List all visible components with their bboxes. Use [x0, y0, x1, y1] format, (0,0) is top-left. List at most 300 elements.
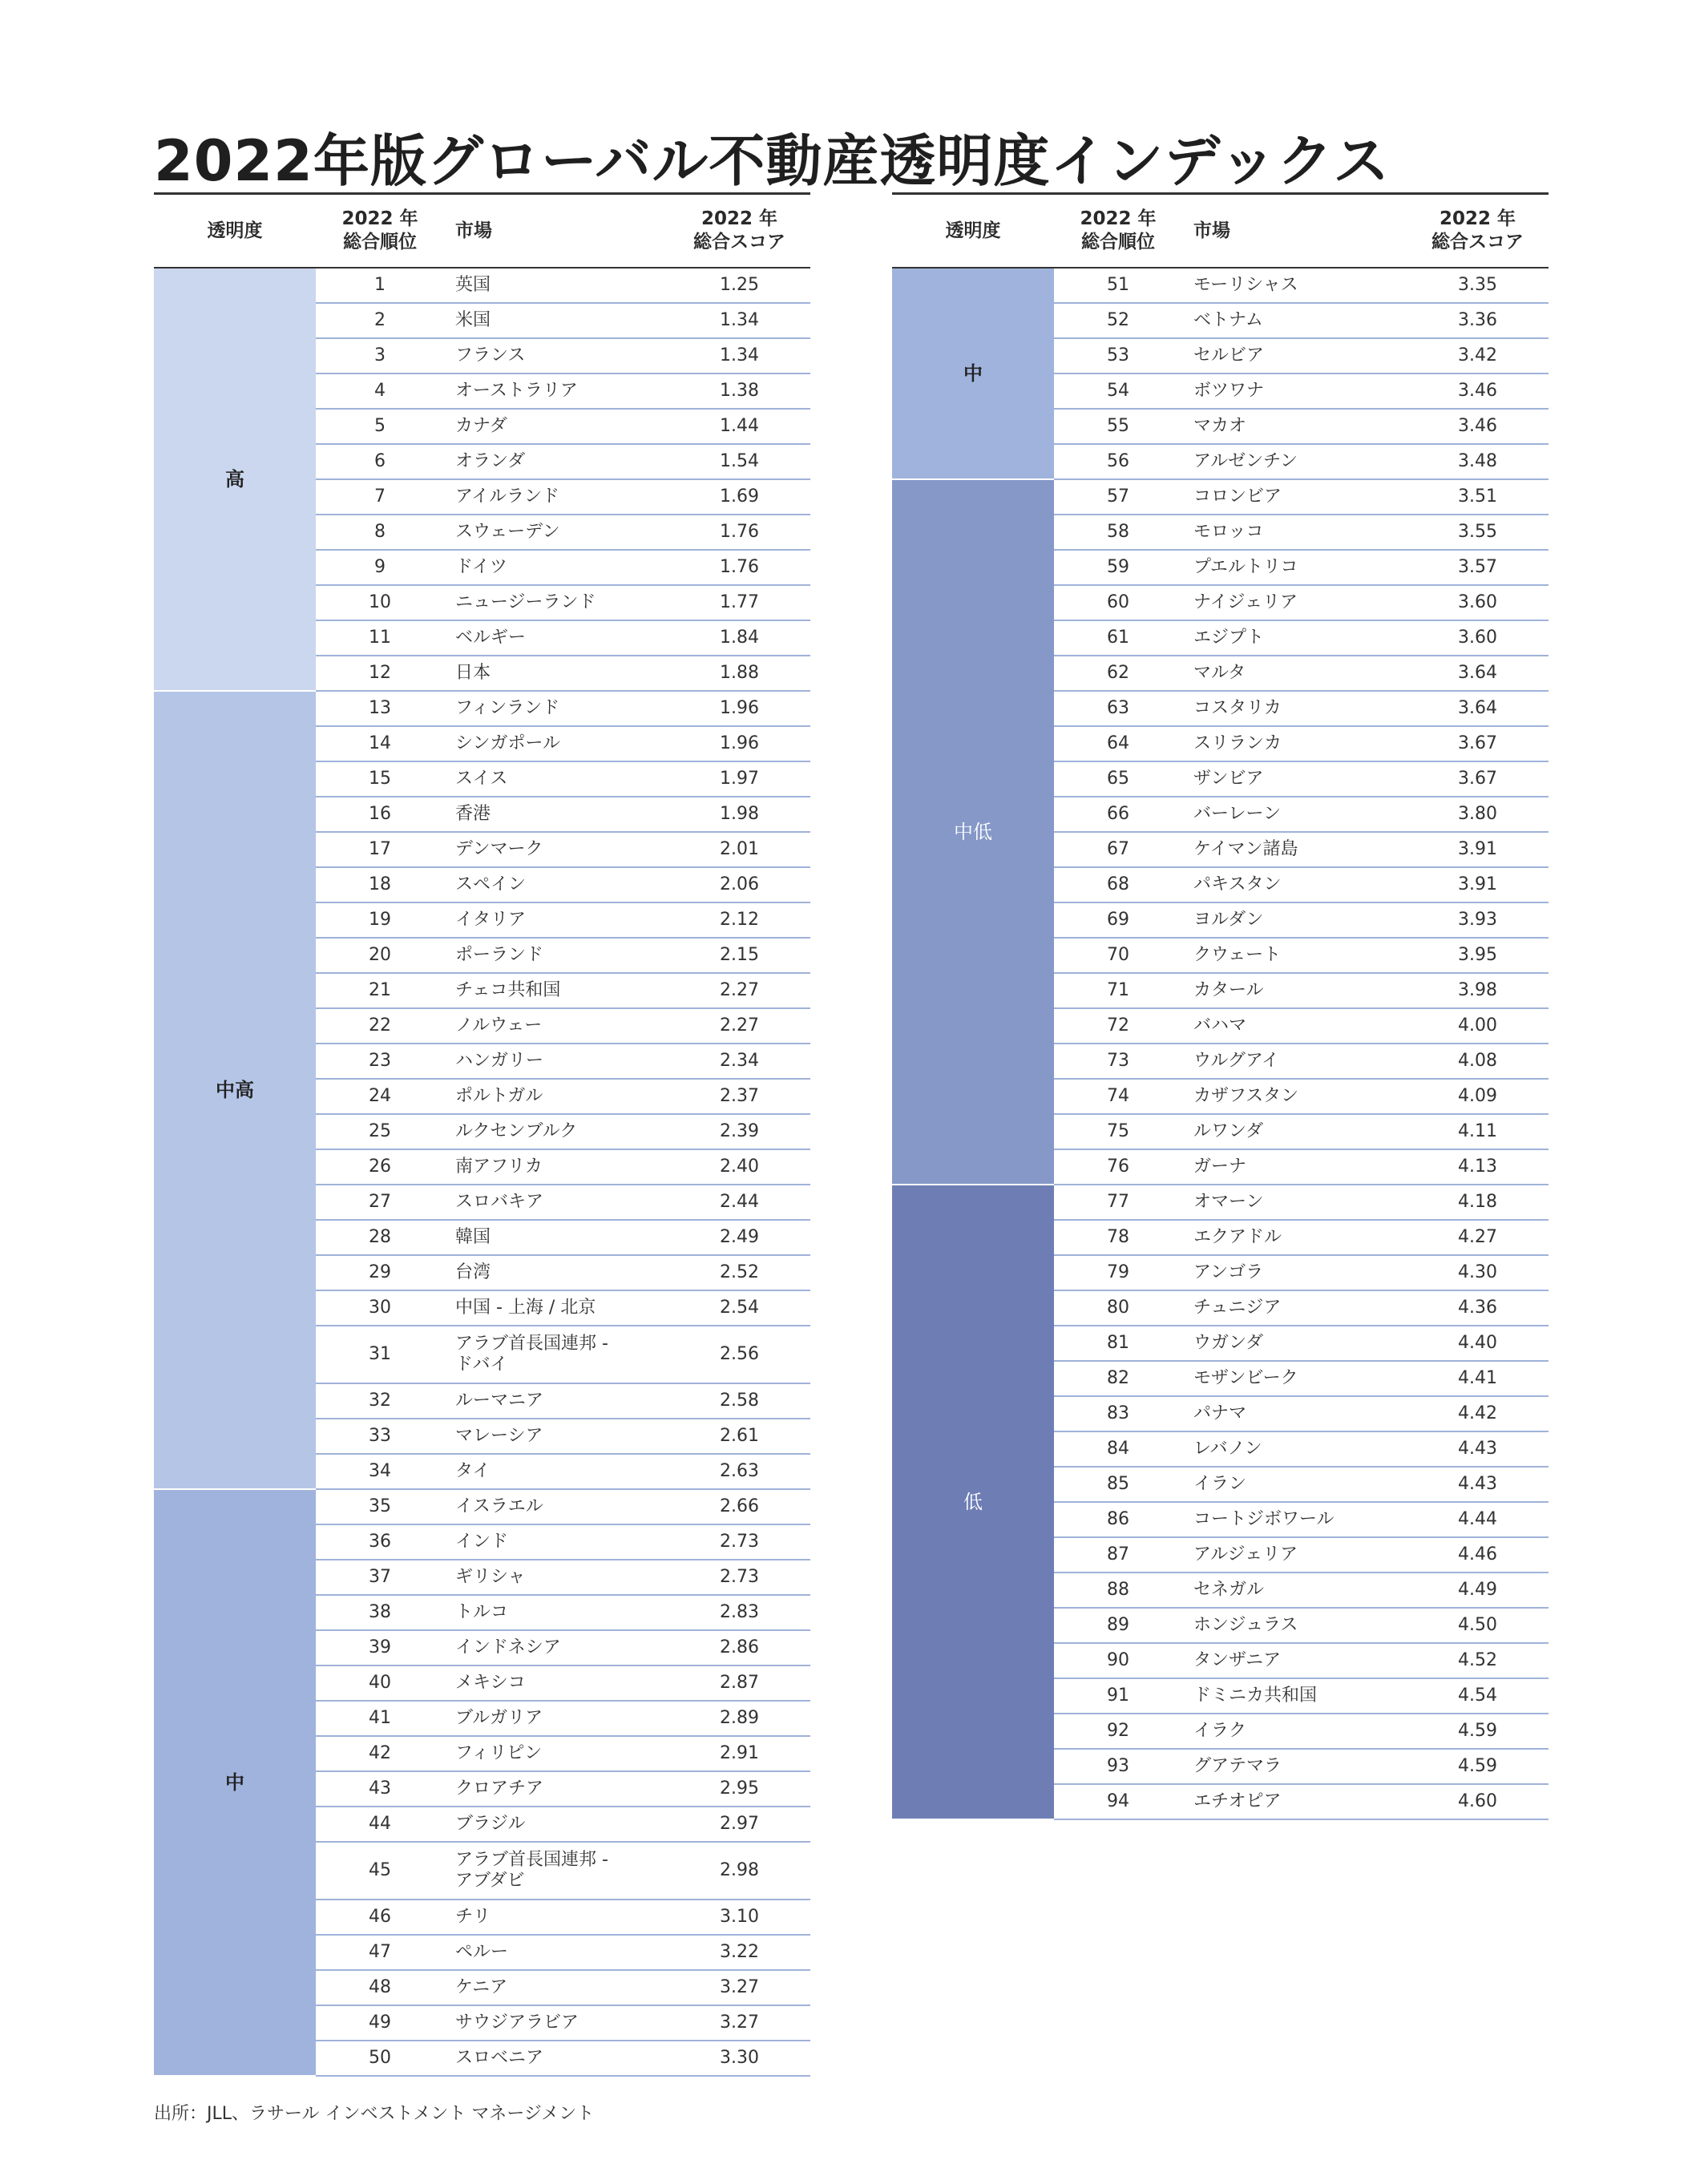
rank-cell: 63: [1054, 691, 1182, 726]
score-cell: 2.91: [668, 1736, 810, 1771]
market-cell: イタリア: [444, 902, 668, 938]
rank-cell: 66: [1054, 797, 1182, 832]
market-cell: コロンビア: [1182, 479, 1407, 515]
rank-cell: 33: [316, 1419, 444, 1454]
score-cell: 3.95: [1407, 938, 1549, 973]
market-cell: ノルウェー: [444, 1008, 668, 1044]
rank-cell: 91: [1054, 1678, 1182, 1714]
score-cell: 3.35: [1407, 268, 1549, 303]
rank-cell: 62: [1054, 656, 1182, 691]
rank-cell: 85: [1054, 1467, 1182, 1502]
score-cell: 2.66: [668, 1489, 810, 1524]
score-cell: 2.54: [668, 1290, 810, 1326]
market-cell: アンゴラ: [1182, 1255, 1407, 1290]
score-cell: 3.51: [1407, 479, 1549, 515]
table-row: [892, 268, 1549, 303]
rank-cell: 45: [316, 1842, 444, 1900]
rank-cell: 39: [316, 1630, 444, 1665]
score-cell: 1.96: [668, 726, 810, 761]
market-cell: イラン: [1182, 1467, 1407, 1502]
market-cell: アルジェリア: [1182, 1537, 1407, 1573]
market-cell: チェコ共和国: [444, 973, 668, 1008]
market-cell: スロベニア: [444, 2041, 668, 2076]
score-cell: 2.73: [668, 1524, 810, 1560]
score-cell: 2.06: [668, 867, 810, 902]
rank-cell: 88: [1054, 1573, 1182, 1608]
score-cell: 4.08: [1407, 1044, 1549, 1079]
score-cell: 1.76: [668, 550, 810, 585]
score-cell: 2.27: [668, 1008, 810, 1044]
rank-cell: 52: [1054, 303, 1182, 338]
score-cell: 3.67: [1407, 761, 1549, 797]
market-cell: マルタ: [1182, 656, 1407, 691]
score-cell: 2.39: [668, 1114, 810, 1149]
market-cell: インド: [444, 1524, 668, 1560]
market-cell: ルーマニア: [444, 1383, 668, 1419]
score-cell: 2.44: [668, 1185, 810, 1220]
market-cell: スイス: [444, 761, 668, 797]
score-cell: 3.91: [1407, 867, 1549, 902]
rank-cell: 61: [1054, 620, 1182, 656]
score-cell: 3.10: [668, 1900, 810, 1935]
rank-cell: 38: [316, 1595, 444, 1630]
market-cell: スペイン: [444, 867, 668, 902]
rank-cell: 14: [316, 726, 444, 761]
score-cell: 4.59: [1407, 1749, 1549, 1784]
score-cell: 2.73: [668, 1560, 810, 1595]
market-cell: モザンビーク: [1182, 1361, 1407, 1396]
rank-cell: 65: [1054, 761, 1182, 797]
score-cell: 1.69: [668, 479, 810, 515]
rank-cell: 37: [316, 1560, 444, 1595]
rank-cell: 79: [1054, 1255, 1182, 1290]
score-cell: 3.64: [1407, 691, 1549, 726]
rank-cell: 86: [1054, 1502, 1182, 1537]
tier-label-mid-high: 中高: [154, 691, 316, 1489]
rank-cell: 24: [316, 1079, 444, 1114]
header-tier: 透明度: [892, 194, 1054, 268]
score-cell: 4.41: [1407, 1361, 1549, 1396]
rank-cell: 21: [316, 973, 444, 1008]
rank-cell: 4: [316, 373, 444, 409]
header-score: 2022 年 総合スコア: [1407, 194, 1549, 268]
market-cell: オランダ: [444, 444, 668, 479]
score-cell: 2.95: [668, 1771, 810, 1807]
table-row: [154, 1489, 810, 1524]
score-cell: 1.44: [668, 409, 810, 444]
rank-cell: 2: [316, 303, 444, 338]
score-cell: 4.30: [1407, 1255, 1549, 1290]
rank-cell: 83: [1054, 1396, 1182, 1431]
market-cell: 米国: [444, 303, 668, 338]
score-cell: 3.27: [668, 2005, 810, 2041]
rank-cell: 42: [316, 1736, 444, 1771]
rank-cell: 3: [316, 338, 444, 373]
score-cell: 4.59: [1407, 1714, 1549, 1749]
market-cell: 中国 - 上海 / 北京: [444, 1290, 668, 1326]
market-cell: セネガル: [1182, 1573, 1407, 1608]
rank-cell: 44: [316, 1807, 444, 1842]
table-header-row: [892, 194, 1549, 268]
market-cell: スリランカ: [1182, 726, 1407, 761]
score-cell: 3.57: [1407, 550, 1549, 585]
rank-cell: 81: [1054, 1326, 1182, 1361]
market-cell: バハマ: [1182, 1008, 1407, 1044]
rank-cell: 78: [1054, 1220, 1182, 1255]
table-row: [892, 1185, 1549, 1220]
score-cell: 2.40: [668, 1149, 810, 1185]
rank-cell: 26: [316, 1149, 444, 1185]
rank-cell: 19: [316, 902, 444, 938]
market-cell: ニュージーランド: [444, 585, 668, 620]
page-title: 2022年版グローバル不動産透明度インデックス: [154, 127, 1391, 194]
rank-cell: 50: [316, 2041, 444, 2076]
score-cell: 3.46: [1407, 373, 1549, 409]
ranking-table-right: [892, 192, 1549, 1820]
score-cell: 3.55: [1407, 515, 1549, 550]
rank-cell: 12: [316, 656, 444, 691]
rank-cell: 17: [316, 832, 444, 867]
market-cell: カタール: [1182, 973, 1407, 1008]
rank-cell: 27: [316, 1185, 444, 1220]
score-cell: 3.22: [668, 1935, 810, 1970]
score-cell: 2.86: [668, 1630, 810, 1665]
score-cell: 2.15: [668, 938, 810, 973]
score-cell: 4.40: [1407, 1326, 1549, 1361]
score-cell: 3.60: [1407, 620, 1549, 656]
rank-cell: 60: [1054, 585, 1182, 620]
market-cell: ボツワナ: [1182, 373, 1407, 409]
rank-cell: 67: [1054, 832, 1182, 867]
market-cell: ナイジェリア: [1182, 585, 1407, 620]
rank-cell: 56: [1054, 444, 1182, 479]
score-cell: 1.77: [668, 585, 810, 620]
market-cell: ドミニカ共和国: [1182, 1678, 1407, 1714]
market-cell: アイルランド: [444, 479, 668, 515]
rank-cell: 68: [1054, 867, 1182, 902]
table-row: [154, 691, 810, 726]
rank-cell: 11: [316, 620, 444, 656]
rank-cell: 73: [1054, 1044, 1182, 1079]
score-cell: 3.91: [1407, 832, 1549, 867]
rank-cell: 53: [1054, 338, 1182, 373]
score-cell: 2.52: [668, 1255, 810, 1290]
market-cell: ルワンダ: [1182, 1114, 1407, 1149]
rank-cell: 59: [1054, 550, 1182, 585]
rank-cell: 7: [316, 479, 444, 515]
rank-cell: 72: [1054, 1008, 1182, 1044]
score-cell: 3.48: [1407, 444, 1549, 479]
rank-cell: 22: [316, 1008, 444, 1044]
rank-cell: 28: [316, 1220, 444, 1255]
score-cell: 4.43: [1407, 1431, 1549, 1467]
score-cell: 4.42: [1407, 1396, 1549, 1431]
score-cell: 1.96: [668, 691, 810, 726]
market-cell: アルゼンチン: [1182, 444, 1407, 479]
tier-label-low: 低: [892, 1185, 1054, 1819]
market-cell: ブラジル: [444, 1807, 668, 1842]
rank-cell: 36: [316, 1524, 444, 1560]
market-cell: クロアチア: [444, 1771, 668, 1807]
score-cell: 4.09: [1407, 1079, 1549, 1114]
market-cell: タンザニア: [1182, 1643, 1407, 1678]
score-cell: 3.67: [1407, 726, 1549, 761]
header-rank: 2022 年 総合順位: [316, 194, 444, 268]
market-cell: クウェート: [1182, 938, 1407, 973]
score-cell: 4.13: [1407, 1149, 1549, 1185]
rank-cell: 48: [316, 1970, 444, 2005]
market-cell: モーリシャス: [1182, 268, 1407, 303]
score-cell: 2.49: [668, 1220, 810, 1255]
score-cell: 1.25: [668, 268, 810, 303]
market-cell: 韓国: [444, 1220, 668, 1255]
market-cell: ドイツ: [444, 550, 668, 585]
table-row: [154, 268, 810, 303]
market-cell: カザフスタン: [1182, 1079, 1407, 1114]
rank-cell: 6: [316, 444, 444, 479]
rank-cell: 92: [1054, 1714, 1182, 1749]
market-cell: イスラエル: [444, 1489, 668, 1524]
score-cell: 1.98: [668, 797, 810, 832]
market-cell: レバノン: [1182, 1431, 1407, 1467]
market-cell: モロッコ: [1182, 515, 1407, 550]
rank-cell: 70: [1054, 938, 1182, 973]
score-cell: 2.56: [668, 1326, 810, 1383]
rank-cell: 90: [1054, 1643, 1182, 1678]
rank-cell: 49: [316, 2005, 444, 2041]
score-cell: 1.34: [668, 338, 810, 373]
score-cell: 3.30: [668, 2041, 810, 2076]
score-cell: 3.60: [1407, 585, 1549, 620]
score-cell: 3.27: [668, 1970, 810, 2005]
market-cell: ポルトガル: [444, 1079, 668, 1114]
rank-cell: 94: [1054, 1784, 1182, 1819]
market-cell: ポーランド: [444, 938, 668, 973]
rank-cell: 54: [1054, 373, 1182, 409]
rank-cell: 82: [1054, 1361, 1182, 1396]
score-cell: 4.60: [1407, 1784, 1549, 1819]
table-row: [892, 479, 1549, 515]
rank-cell: 35: [316, 1489, 444, 1524]
rank-cell: 80: [1054, 1290, 1182, 1326]
market-cell: アラブ首長国連邦 - アブダビ: [444, 1842, 668, 1900]
score-cell: 4.27: [1407, 1220, 1549, 1255]
score-cell: 2.34: [668, 1044, 810, 1079]
score-cell: 2.98: [668, 1842, 810, 1900]
score-cell: 1.88: [668, 656, 810, 691]
market-cell: イラク: [1182, 1714, 1407, 1749]
market-cell: エジプト: [1182, 620, 1407, 656]
rank-cell: 69: [1054, 902, 1182, 938]
rank-cell: 30: [316, 1290, 444, 1326]
score-cell: 2.58: [668, 1383, 810, 1419]
market-cell: パキスタン: [1182, 867, 1407, 902]
rank-cell: 40: [316, 1665, 444, 1701]
market-cell: ルクセンブルク: [444, 1114, 668, 1149]
header-market: 市場: [1182, 194, 1407, 268]
score-cell: 1.54: [668, 444, 810, 479]
rank-cell: 46: [316, 1900, 444, 1935]
market-cell: トルコ: [444, 1595, 668, 1630]
score-cell: 2.12: [668, 902, 810, 938]
score-cell: 3.93: [1407, 902, 1549, 938]
header-market: 市場: [444, 194, 668, 268]
rank-cell: 47: [316, 1935, 444, 1970]
rank-cell: 93: [1054, 1749, 1182, 1784]
score-cell: 4.44: [1407, 1502, 1549, 1537]
market-cell: ケニア: [444, 1970, 668, 2005]
score-cell: 2.63: [668, 1454, 810, 1489]
market-cell: ギリシャ: [444, 1560, 668, 1595]
score-cell: 4.11: [1407, 1114, 1549, 1149]
rank-cell: 57: [1054, 479, 1182, 515]
rank-cell: 16: [316, 797, 444, 832]
market-cell: 香港: [444, 797, 668, 832]
rank-cell: 74: [1054, 1079, 1182, 1114]
score-cell: 4.52: [1407, 1643, 1549, 1678]
score-cell: 2.97: [668, 1807, 810, 1842]
rank-cell: 18: [316, 867, 444, 902]
rank-cell: 84: [1054, 1431, 1182, 1467]
market-cell: ホンジュラス: [1182, 1608, 1407, 1643]
market-cell: スロバキア: [444, 1185, 668, 1220]
market-cell: ウルグアイ: [1182, 1044, 1407, 1079]
rank-cell: 15: [316, 761, 444, 797]
rank-cell: 23: [316, 1044, 444, 1079]
market-cell: ベルギー: [444, 620, 668, 656]
ranking-table-left: [154, 192, 810, 2077]
market-cell: ケイマン諸島: [1182, 832, 1407, 867]
score-cell: 4.46: [1407, 1537, 1549, 1573]
market-cell: グアテマラ: [1182, 1749, 1407, 1784]
market-cell: フランス: [444, 338, 668, 373]
market-cell: スウェーデン: [444, 515, 668, 550]
score-cell: 2.01: [668, 832, 810, 867]
market-cell: エクアドル: [1182, 1220, 1407, 1255]
market-cell: プエルトリコ: [1182, 550, 1407, 585]
market-cell: オマーン: [1182, 1185, 1407, 1220]
market-cell: シンガポール: [444, 726, 668, 761]
score-cell: 3.42: [1407, 338, 1549, 373]
rank-cell: 25: [316, 1114, 444, 1149]
rank-cell: 20: [316, 938, 444, 973]
market-cell: ザンビア: [1182, 761, 1407, 797]
market-cell: ハンガリー: [444, 1044, 668, 1079]
tier-label-high: 高: [154, 268, 316, 691]
market-cell: 台湾: [444, 1255, 668, 1290]
rank-cell: 77: [1054, 1185, 1182, 1220]
rank-cell: 55: [1054, 409, 1182, 444]
tier-label-mid-low: 中低: [892, 479, 1054, 1185]
tier-label-mid: 中: [892, 268, 1054, 479]
market-cell: チリ: [444, 1900, 668, 1935]
market-cell: ウガンダ: [1182, 1326, 1407, 1361]
market-cell: エチオピア: [1182, 1784, 1407, 1819]
score-cell: 4.49: [1407, 1573, 1549, 1608]
rank-cell: 9: [316, 550, 444, 585]
score-cell: 4.00: [1407, 1008, 1549, 1044]
score-cell: 3.36: [1407, 303, 1549, 338]
score-cell: 3.64: [1407, 656, 1549, 691]
rank-cell: 43: [316, 1771, 444, 1807]
rank-cell: 71: [1054, 973, 1182, 1008]
rank-cell: 58: [1054, 515, 1182, 550]
market-cell: バーレーン: [1182, 797, 1407, 832]
market-cell: アラブ首長国連邦 - ドバイ: [444, 1326, 668, 1383]
score-cell: 3.98: [1407, 973, 1549, 1008]
market-cell: カナダ: [444, 409, 668, 444]
rank-cell: 29: [316, 1255, 444, 1290]
score-cell: 4.54: [1407, 1678, 1549, 1714]
rank-cell: 76: [1054, 1149, 1182, 1185]
score-cell: 1.38: [668, 373, 810, 409]
market-cell: ペルー: [444, 1935, 668, 1970]
market-cell: マレーシア: [444, 1419, 668, 1454]
tier-label-mid: 中: [154, 1489, 316, 2076]
header-tier: 透明度: [154, 194, 316, 268]
market-cell: コスタリカ: [1182, 691, 1407, 726]
rank-cell: 89: [1054, 1608, 1182, 1643]
score-cell: 2.27: [668, 973, 810, 1008]
score-cell: 4.50: [1407, 1608, 1549, 1643]
market-cell: マカオ: [1182, 409, 1407, 444]
score-cell: 2.87: [668, 1665, 810, 1701]
rank-cell: 41: [316, 1701, 444, 1736]
rank-cell: 87: [1054, 1537, 1182, 1573]
market-cell: サウジアラビア: [444, 2005, 668, 2041]
rank-cell: 13: [316, 691, 444, 726]
score-cell: 2.83: [668, 1595, 810, 1630]
rank-cell: 64: [1054, 726, 1182, 761]
market-cell: フィリピン: [444, 1736, 668, 1771]
rank-cell: 34: [316, 1454, 444, 1489]
market-cell: ブルガリア: [444, 1701, 668, 1736]
market-cell: タイ: [444, 1454, 668, 1489]
market-cell: ベトナム: [1182, 303, 1407, 338]
market-cell: チュニジア: [1182, 1290, 1407, 1326]
market-cell: ヨルダン: [1182, 902, 1407, 938]
header-rank: 2022 年 総合順位: [1054, 194, 1182, 268]
score-cell: 4.43: [1407, 1467, 1549, 1502]
rank-cell: 31: [316, 1326, 444, 1383]
market-cell: ガーナ: [1182, 1149, 1407, 1185]
score-cell: 1.97: [668, 761, 810, 797]
market-cell: セルビア: [1182, 338, 1407, 373]
market-cell: メキシコ: [444, 1665, 668, 1701]
market-cell: 日本: [444, 656, 668, 691]
rank-cell: 51: [1054, 268, 1182, 303]
score-cell: 2.37: [668, 1079, 810, 1114]
header-score: 2022 年 総合スコア: [668, 194, 810, 268]
score-cell: 4.36: [1407, 1290, 1549, 1326]
score-cell: 4.18: [1407, 1185, 1549, 1220]
score-cell: 1.84: [668, 620, 810, 656]
table-header-row: [154, 194, 810, 268]
rank-cell: 32: [316, 1383, 444, 1419]
market-cell: オーストラリア: [444, 373, 668, 409]
rank-cell: 75: [1054, 1114, 1182, 1149]
source-note: 出所：JLL、ラサール インベストメント マネージメント: [154, 2104, 595, 2124]
market-cell: パナマ: [1182, 1396, 1407, 1431]
rank-cell: 10: [316, 585, 444, 620]
market-cell: デンマーク: [444, 832, 668, 867]
rank-cell: 8: [316, 515, 444, 550]
score-cell: 3.46: [1407, 409, 1549, 444]
score-cell: 3.80: [1407, 797, 1549, 832]
rank-cell: 1: [316, 268, 444, 303]
market-cell: 英国: [444, 268, 668, 303]
score-cell: 1.76: [668, 515, 810, 550]
